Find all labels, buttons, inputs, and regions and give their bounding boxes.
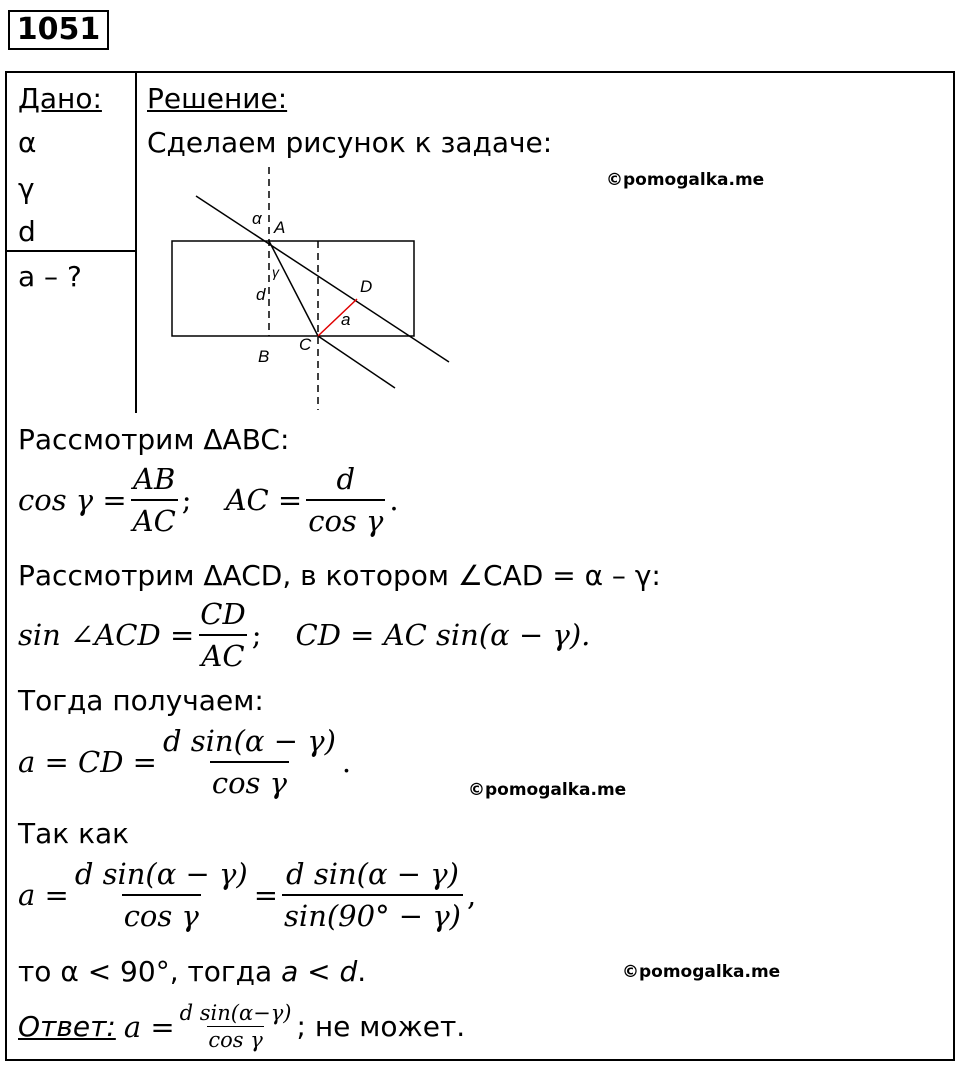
exit-ray	[318, 336, 395, 388]
eq4-den2: sin(90° − γ)	[282, 894, 463, 933]
eq2-den: AC	[199, 634, 246, 673]
answer-lhs: a =	[123, 1009, 175, 1044]
watermark: ©pomogalka.me	[622, 962, 781, 982]
given-alpha: α	[18, 126, 37, 159]
watermark: ©pomogalka.me	[606, 170, 765, 190]
label-alpha: α	[252, 209, 262, 228]
answer-num: d sin(α−γ)	[179, 1001, 292, 1025]
solution-intro: Сделаем рисунок к задаче:	[147, 126, 553, 159]
label-a-segment: a	[341, 310, 351, 329]
answer-label: Ответ:	[18, 1009, 116, 1043]
given-gamma: γ	[18, 172, 35, 205]
label-d: d	[256, 285, 266, 304]
eq1-num: AB	[133, 462, 176, 496]
eq4-num: d sin(α − γ)	[74, 857, 248, 891]
label-a-point: A	[274, 218, 286, 237]
consider-acd: Рассмотрим ΔACD, в котором ∠CAD = α – γ:	[18, 559, 661, 592]
eq4-num2: d sin(α − γ)	[286, 857, 459, 891]
eq4-fraction2	[282, 857, 463, 933]
answer-den: cos γ	[208, 1028, 263, 1052]
eq2-lhs: sin ∠ACD =	[18, 618, 195, 652]
eq4-fraction	[73, 857, 250, 933]
eq3-fraction	[161, 724, 338, 800]
eq4-end: ,	[466, 878, 477, 912]
eq1-lhs: cos γ =	[18, 483, 127, 517]
solution-label: Решение:	[147, 82, 288, 115]
eq1-sep: ;	[181, 483, 192, 517]
eq4-lhs: a =	[18, 878, 69, 912]
conclusion-lt: <	[298, 955, 340, 988]
then-label: Тогда получаем:	[18, 684, 264, 717]
eq2-num: CD	[200, 597, 246, 631]
given-divider-horizontal	[5, 250, 136, 252]
eq1-lhs2: AC =	[225, 483, 303, 517]
label-gamma: γ	[272, 264, 279, 280]
answer	[18, 1001, 465, 1052]
equation-3	[18, 724, 351, 800]
given-label: Дано:	[18, 82, 102, 115]
label-c-point: C	[299, 335, 312, 354]
eq1-num2: d	[336, 462, 356, 496]
eq2-sep: ;	[251, 618, 262, 652]
eq4-eq: =	[253, 878, 279, 912]
problem-number: 1051	[8, 10, 109, 50]
equation-4	[18, 857, 476, 933]
eq3-lhs: a = CD =	[18, 745, 157, 779]
conclusion-a: a	[281, 955, 299, 988]
conclusion	[18, 955, 367, 988]
answer-fraction	[179, 1001, 293, 1052]
given-d: d	[18, 215, 36, 248]
segment-cd	[318, 299, 357, 336]
eq3-num: d sin(α − γ)	[162, 724, 336, 758]
eq1-fraction2	[306, 462, 385, 538]
consider-abc: Рассмотрим ΔABC:	[18, 423, 290, 456]
eq2-fraction	[198, 597, 247, 673]
eq1-fraction	[131, 462, 178, 538]
given-divider-vertical	[135, 71, 137, 413]
answer-tail: ; не может.	[296, 1009, 466, 1043]
eq1-end: .	[389, 483, 399, 517]
eq1-den2: cos γ	[306, 499, 385, 538]
eq4-den: cos γ	[122, 894, 201, 933]
equation-1	[18, 462, 399, 538]
eq1-den: AC	[131, 499, 178, 538]
conclusion-end: .	[357, 955, 367, 988]
refracted-ray	[269, 241, 318, 336]
label-b-point: B	[258, 347, 270, 366]
incident-ray	[196, 196, 449, 362]
eq3-end: .	[341, 745, 352, 779]
eq3-den: cos γ	[210, 761, 289, 800]
eq2-rhs: CD = AC sin(α − γ).	[295, 618, 591, 652]
conclusion-d: d	[339, 955, 358, 988]
watermark: ©pomogalka.me	[468, 780, 627, 800]
since-label: Так как	[18, 817, 130, 850]
label-d-point: D	[360, 277, 373, 296]
conclusion-prefix: то α < 90°, тогда	[18, 955, 282, 988]
find-label: a – ?	[18, 260, 82, 293]
geometry-figure	[160, 160, 460, 415]
equation-2	[18, 597, 590, 673]
